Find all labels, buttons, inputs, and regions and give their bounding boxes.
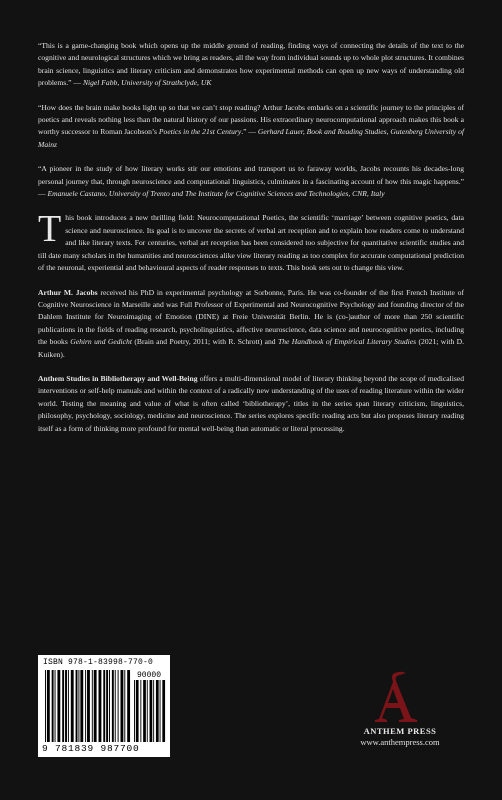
publisher-block [330, 670, 470, 747]
isbn-barcode [38, 655, 170, 757]
addon-number: 90000 [137, 671, 162, 680]
barcode-bar [115, 670, 116, 742]
barcode-bar [160, 680, 161, 742]
author-book-2: The Handbook of Empirical Literary Studies [278, 337, 417, 347]
barcode-bar [143, 680, 146, 742]
barcode-bar [118, 670, 119, 742]
publisher-url[interactable]: www.anthempress.com [360, 737, 440, 747]
ean-number: 9 781839 987700 [42, 743, 140, 754]
barcode-bar [92, 670, 93, 742]
series-description [38, 373, 464, 435]
blurb-3-attribution: Emanuele Castano, University of Trento and The Institute for Cognitive Sciences and Technologies, CNR, Italy [47, 189, 385, 199]
barcode-bar [136, 680, 139, 742]
barcode-bar [47, 670, 50, 742]
series-text: offers a multi-dimensional model of literary thinking beyond the scope of medicalised interventions or self-help manuals and within the context of a radically new understanding of the uses of reading literature within the wider world. Testing the meaning and value of what is often called ‘bibliotherapy’, titles in the series span literary criticism, linguistics, philosophy, psychology, sociology, medicine and neuroscience. The series explores specific reading acts but also proposes literary reading itself as a form of thinking more profound for mental well-being than automatic or literal processing. [38, 373, 464, 433]
author-bio-text-3: (2021; with D. Kuiken). [38, 337, 465, 359]
author-name: Arthur M. Jacobs [38, 287, 98, 297]
barcode-bar [120, 670, 123, 742]
barcode-bar [45, 670, 46, 742]
blurb-2 [38, 102, 464, 152]
blurb-1 [38, 40, 464, 90]
barcode-bar [109, 670, 110, 742]
addon-bars [134, 670, 166, 742]
barcode-bar [52, 670, 54, 742]
barcode-bar [80, 670, 83, 742]
barcode-bar [57, 670, 60, 742]
barcode-bar [106, 670, 108, 742]
barcode-bar [140, 680, 141, 742]
barcode-bar [112, 670, 114, 742]
blurb-3-quote: “A pioneer in the study of how literary works stir our emotions and transport us to faraway worlds, Jacobs recounts his decades-long personal journey that, through neuroscience and computational linguistics, culminates in a fascinating account of how this magic happens.” — [38, 164, 464, 199]
barcode-bar [55, 670, 56, 742]
barcode-bar [65, 670, 67, 742]
blurb-2-quote: “How does the brain make books light up so that we can’t stop reading? Arthur Jacobs embarks on a scientific journey to the principles of poetics and reveals nothing less than the natural history of our passions. His extraordinary neurocomputational approach makes this book a worthy successor to Roman Jacobson’s [38, 102, 464, 137]
barcode-bar [99, 670, 102, 742]
series-name: Anthem Studies in Bibliotherapy and Well-Being [38, 373, 198, 383]
description-text: his book introduces a new thrilling field: Neurocomputational Poetics, the scientific ‘marriage’ between cognitive poetics, data science and neuroscience. Its goal is to uncover the secrets of verbal art reception and to explain how readers come to understand and like literary texts. For centuries, verbal art reception has been considered too subjective for quantitative scientific studies and till date many scholars in the humanities and neurosciences alike view literary reading as too complex for accurate computational prediction of the neuronal, experiential and behavioural aspects of reader responses to texts. This book sets out to change this view. [38, 213, 464, 273]
publisher-name: ANTHEM PRESS [363, 726, 437, 736]
cover-text [38, 40, 464, 435]
barcode-bar [134, 680, 135, 742]
barcode-bar [156, 680, 159, 742]
barcode-bar [71, 670, 74, 742]
blurb-2-book-title: Poetics in the 21st Century [158, 127, 242, 137]
author-bio-text-2: (Brain and Poetry, 2011; with R. Schrott) and [131, 337, 279, 347]
blurb-3 [38, 163, 464, 200]
barcode-bar [153, 680, 154, 742]
blurb-2-quote-end: .” — [241, 127, 256, 137]
drop-cap: T [38, 208, 62, 251]
barcode-bar [162, 680, 165, 742]
isbn-label: ISBN 978-1-83998-770-0 [43, 658, 154, 667]
barcode-bar [76, 670, 78, 742]
ean-bars [45, 670, 131, 742]
author-book-1: Gehirn und Gedicht [70, 337, 132, 347]
barcode-bar [62, 670, 64, 742]
barcode-bar [147, 680, 148, 742]
barcode-bar [124, 670, 125, 742]
barcode-bar [127, 670, 130, 742]
barcode-bar [103, 670, 105, 742]
barcode-bar [85, 670, 86, 742]
blurb-1-quote: “This is a game-changing book which opens up the middle ground of reading, finding ways of connecting the details of the text to the cognitive and neurological structures which we bring as readers, all the way from individual sounds up to whole plot structures. It combines brain science, linguistics and literary criticism and demonstrates how experimental methods can open up new ways of understanding old problems.” — [38, 41, 464, 88]
blurb-1-attribution: Nigel Fabb, University of Strathclyde, UK [82, 78, 212, 88]
barcode-bar [68, 670, 69, 742]
author-bio-text-1: received his PhD in experimental psychology at Sorbonne, Paris. He was co-founder of the first French Institute of Cognitive Neuroscience in Marseille and was Full Professor of Experimental and Neurocognitive Psychology and founding director of the Dahlem Institute for Neuroimaging of Emotion (DINE) at Freie Universität Berlin. He is (co-)author of more than 250 scientific publications in the fields of reading research, psycholinguistics, affective neuroscience, data science and neurocognitive poetics, including the books [38, 287, 464, 347]
barcode-bar [87, 670, 90, 742]
barcode-bar [78, 670, 79, 742]
author-bio [38, 287, 464, 361]
book-description [38, 208, 464, 274]
barcode-bar [94, 670, 97, 742]
blurb-2-attribution: Gerhard Lauer, Book and Reading Studies, Gutenberg University of Mainz [38, 127, 464, 149]
barcode-bar [150, 680, 153, 742]
anthem-a-icon [369, 670, 431, 724]
